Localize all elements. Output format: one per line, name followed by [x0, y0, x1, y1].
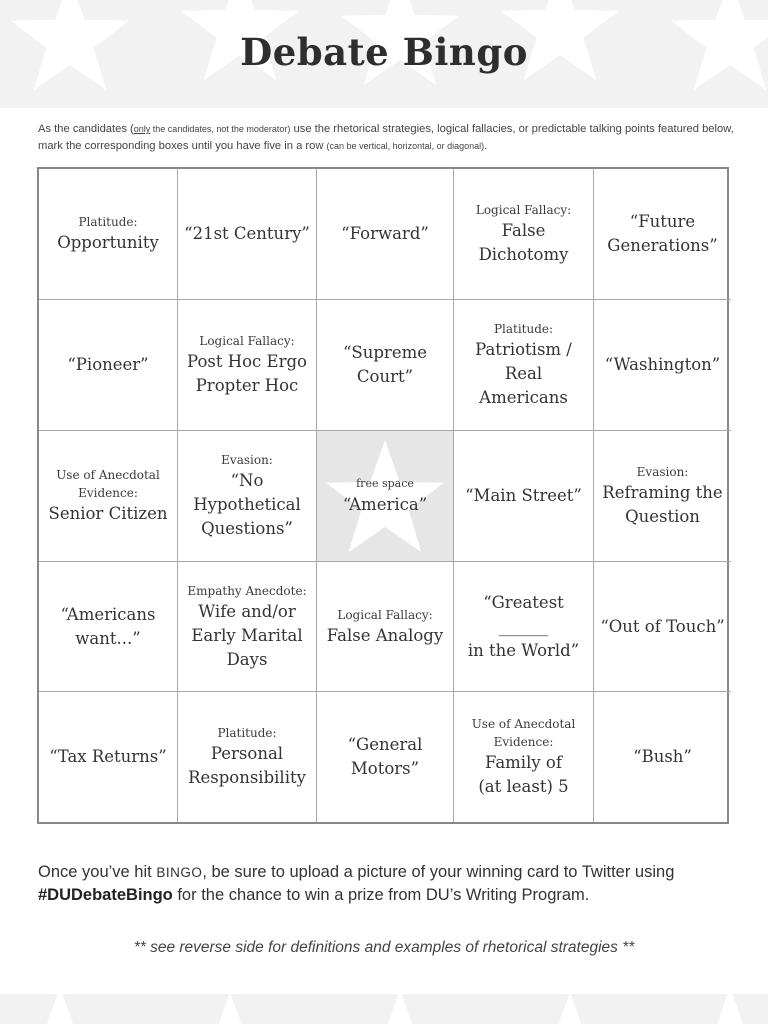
bingo-cell-category: Use of Anecdotal Evidence:: [56, 468, 160, 500]
bingo-cell-category: Evasion:: [636, 465, 689, 479]
bingo-cell[interactable]: [594, 300, 731, 431]
bingo-cell-category: Evasion:: [221, 453, 273, 467]
bingo-cell-category: Platitude:: [493, 322, 554, 336]
bingo-cell[interactable]: [178, 692, 317, 822]
bingo-cell[interactable]: [594, 692, 731, 822]
bingo-cell[interactable]: [39, 300, 178, 431]
bingo-cell[interactable]: [39, 169, 178, 300]
star-pattern-footer: [0, 994, 768, 1024]
bingo-cell-term: Patriotism / Real Americans: [475, 340, 572, 407]
hashtag: #DUDebateBingo: [38, 886, 173, 904]
bingo-cell[interactable]: [317, 300, 454, 431]
bingo-cell-term: “21st Century”: [184, 224, 310, 243]
bingo-cell-term: “America”: [342, 495, 428, 514]
bingo-cell-term: Wife and/or Early Marital Days: [191, 601, 303, 669]
bingo-cell-term: False Dichotomy: [478, 221, 569, 264]
bingo-cell-category: free space: [356, 477, 414, 490]
bingo-cell[interactable]: [454, 562, 594, 692]
bingo-cell[interactable]: [454, 692, 594, 822]
bingo-cell-term: “Future Generations”: [607, 212, 718, 255]
bingo-cell[interactable]: [454, 300, 594, 431]
bingo-card: [37, 167, 729, 824]
bingo-cell-term: “Americans want...”: [60, 604, 156, 648]
bingo-cell-term: False Analogy: [326, 625, 444, 645]
bingo-cell[interactable]: [317, 692, 454, 822]
bingo-cell[interactable]: [594, 169, 731, 300]
bingo-cell-term: “Bush”: [633, 747, 692, 766]
bingo-cell-term: “Washington”: [604, 355, 721, 374]
bingo-cell[interactable]: [178, 300, 317, 431]
bingo-cell-term: Family of (at least) 5: [478, 753, 569, 796]
bingo-cell-term: Senior Citizen: [48, 504, 168, 523]
footer-band: [0, 994, 768, 1024]
bingo-cell[interactable]: [39, 562, 178, 692]
bingo-cell[interactable]: [454, 431, 594, 562]
bingo-cell-term: “Greatest ______ in the World”: [467, 592, 580, 660]
bingo-cell-category: Empathy Anecdote:: [187, 583, 307, 598]
bingo-cell[interactable]: [454, 169, 594, 300]
instructions-text: Once you’ve hit BINGO, be sure to upload a picture of your winning card to Twitter using #DUDebateBingo for the chance to win a prize from DU’s Writing Program.: [38, 863, 675, 904]
bingo-cell[interactable]: [317, 562, 454, 692]
bingo-cell[interactable]: [178, 562, 317, 692]
bingo-cell[interactable]: [594, 562, 731, 692]
bingo-cell-category: Platitude:: [78, 215, 138, 229]
bingo-cell-free-space[interactable]: [317, 431, 454, 562]
bingo-cell-term: Post Hoc Ergo Propter Hoc: [187, 352, 307, 395]
bingo-cell[interactable]: [178, 169, 317, 300]
bingo-cell[interactable]: [39, 431, 178, 562]
intro-text: As the candidates (only the candidates, not the moderator) use the rhetorical strategies, logical fallacies, or predictable talking points featured below, mark the corresponding boxes until you have five in a row (can be vertical, horizontal, or diagonal).: [38, 123, 734, 152]
bingo-cell-term: “Main Street”: [465, 486, 582, 505]
bingo-cell-term: Opportunity: [57, 233, 159, 252]
page-title: Debate Bingo: [240, 30, 528, 74]
bingo-cell[interactable]: [178, 431, 317, 562]
bingo-cell-category: Logical Fallacy:: [337, 607, 433, 622]
bingo-cell-term: “Pioneer”: [67, 355, 149, 374]
bingo-cell-term: Personal Responsibility: [188, 744, 306, 787]
reverse-side-note: ** see reverse side for definitions and examples of rhetorical strategies **: [133, 939, 635, 956]
bingo-cell-term: “General Motors”: [347, 735, 423, 778]
bingo-cell-term: “No Hypothetical Questions”: [193, 471, 301, 538]
bingo-cell-term: Reframing the Question: [602, 483, 723, 526]
bingo-cell-category: Platitude:: [217, 726, 277, 740]
bingo-cell-term: “Tax Returns”: [49, 747, 167, 766]
header-band: [0, 0, 768, 108]
bingo-cell-category: Logical Fallacy:: [475, 203, 572, 217]
bingo-cell[interactable]: [317, 169, 454, 300]
bingo-cell-term: “Forward”: [341, 224, 429, 243]
bingo-cell[interactable]: [39, 692, 178, 822]
bingo-cell-term: “Out of Touch”: [600, 616, 725, 636]
bingo-cell[interactable]: [594, 431, 731, 562]
bingo-cell-category: Logical Fallacy:: [199, 334, 295, 348]
bingo-cell-term: “Supreme Court”: [343, 343, 427, 386]
bingo-cell-category: Use of Anecdotal Evidence:: [471, 717, 576, 749]
